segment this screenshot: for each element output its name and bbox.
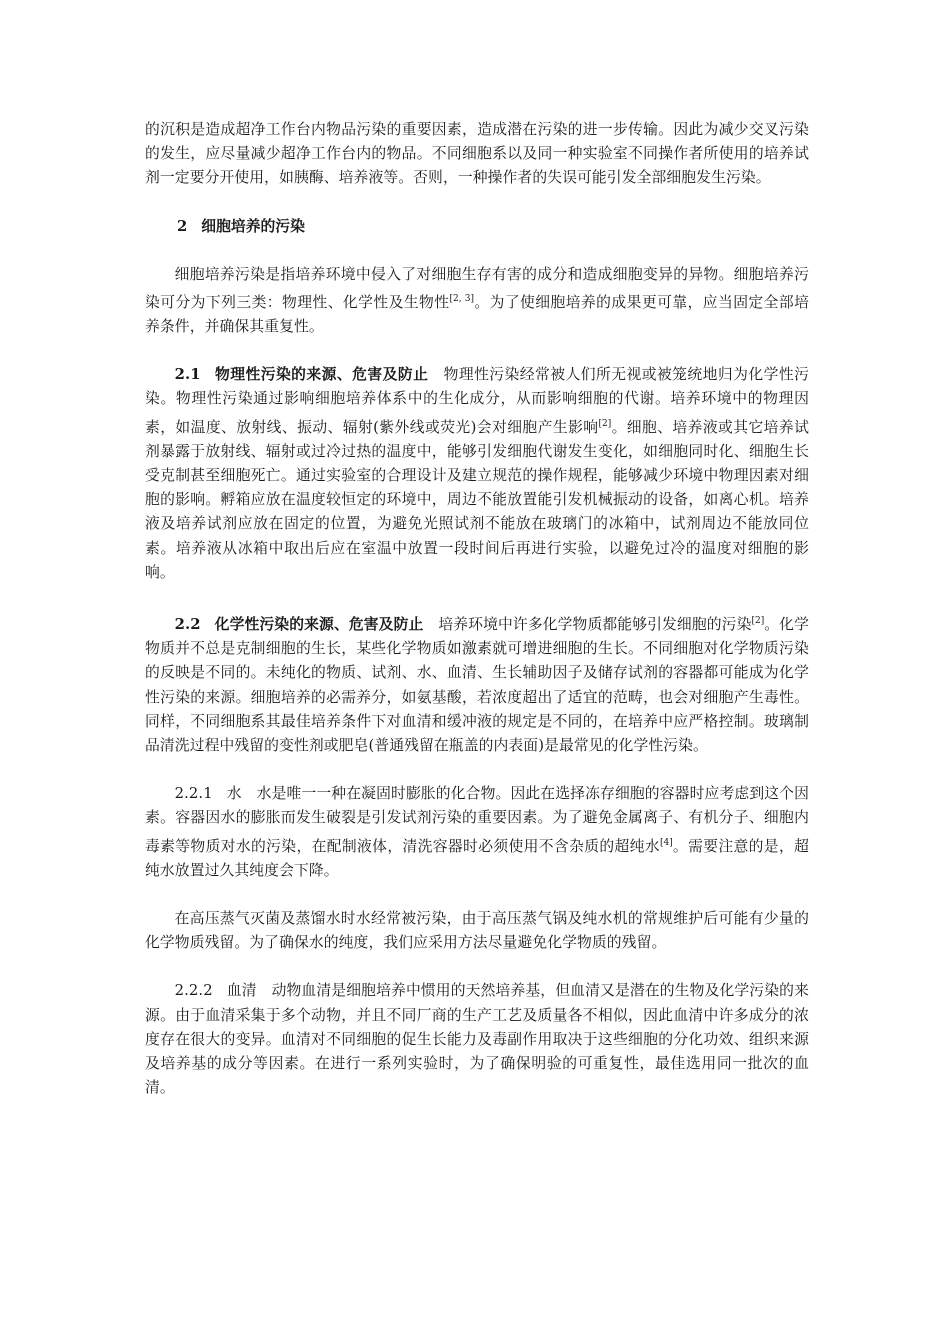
citation-ref: [2, 3] xyxy=(449,293,475,304)
subsection-title: 水 xyxy=(226,785,242,803)
subsection-heading-2-2-1 xyxy=(175,785,242,802)
paragraph-text: 水是唯一一种在凝固时膨胀的化合物。因此在选择冻存细胞的容器时应考虑到这个因素。容器因水的膨胀而发生破裂是引发试剂污染的重要因素。为了避免金属离子、有机分子、细胞内毒素等物质对水的污染，在配制液体，清洗容器时必须使用不含杂质的超纯水 xyxy=(145,785,809,855)
paragraph-text: 细胞培养污染是指培养环境中侵入了对细胞生存有害的成分和造成细胞变异的异物。细胞培养污染可分为下列三类：物理性、化学性及生物性 xyxy=(145,265,809,311)
subsection-number: 2.2.1 xyxy=(174,785,213,803)
paragraph-text: 。需要注意的是，超纯水放置过久其纯度会下降。 xyxy=(145,837,809,879)
paragraph-water-sterilization xyxy=(145,907,809,955)
paragraph-water xyxy=(145,782,809,883)
paragraph-text: 物理性污染经常被人们所无视或被笼统地归为化学性污染。物理性污染通过影响细胞培养体系中的生化成分，从而影响细胞的代谢。培养环境中的物理因素，如温度、放射线、振动、辐射(紫外线或荧光)会对细胞产生影响 xyxy=(145,366,809,436)
paragraph-physical-contamination xyxy=(145,363,809,585)
subsection-title: 物理性污染的来源、危害及防止 xyxy=(214,366,429,384)
subsection-number: 2.1 xyxy=(174,366,201,384)
subsection-heading-2-2 xyxy=(175,616,424,633)
section-number: 2 xyxy=(177,217,188,235)
paragraph-text: 。为了使细胞培养的成果更可靠，应当固定全部培养条件，并确保其重复性。 xyxy=(145,293,809,336)
citation-ref: [2] xyxy=(751,616,765,627)
citation-ref: [4] xyxy=(659,837,673,848)
paragraph-text: 在高压蒸气灭菌及蒸馏水时水经常被污染，由于高压蒸气锅及纯水机的常规维护后可能有少量的化学物质残留。为了确保水的纯度，我们应采用方法尽量避免化学物质的残留。 xyxy=(145,910,809,952)
paragraph-serum xyxy=(145,979,809,1100)
paragraph-contamination-definition xyxy=(145,263,809,340)
section-heading-2 xyxy=(145,215,809,239)
section-title: 细胞培养的污染 xyxy=(201,217,305,235)
subsection-heading-2-1 xyxy=(175,366,429,383)
citation-ref: [2] xyxy=(598,418,612,429)
document-body xyxy=(145,118,809,1101)
subsection-heading-2-2-2 xyxy=(175,982,257,999)
subsection-title: 化学性污染的来源、危害及防止 xyxy=(214,616,424,634)
paragraph-text: 。化学物质并不总是克制细胞的生长，某些化学物质如激素就可增进细胞的生长。不同细胞对化学物质污染的反映是不同的。未纯化的物质、试剂、水、血清、生长辅助因子及储存试剂的容器都可能成为化学性污染的来源。细胞培养的必需养分，如氨基酸，若浓度超出了适宜的范畴，也会对细胞产生毒性。同样，不同细胞系其最佳培养条件下对血清和缓冲液的规定是不同的，在培养中应严格控制。玻璃制品清洗过程中残留的变性剂或肥皂(普通残留在瓶盖的内表面)是最常见的化学性污染。 xyxy=(145,616,809,755)
subsection-title: 血清 xyxy=(226,982,257,1000)
subsection-number: 2.2.2 xyxy=(174,982,213,1000)
paragraph-text: 的沉积是造成超净工作台内物品污染的重要因素，造成潜在污染的进一步传输。因此为减少交叉污染的发生，应尽量减少超净工作台内的物品。不同细胞系以及同一种实验室不同操作者所使用的培养试剂一定要分开使用，如胰酶、培养液等。否则，一种操作者的失误可能引发全部细胞发生污染。 xyxy=(145,121,809,187)
paragraph-text: 动物血清是细胞培养中惯用的天然培养基，但血清又是潜在的生物及化学污染的来源。由于血清采集于多个动物，并且不同厂商的生产工艺及质量各不相似，因此血清中许多成分的浓度存在很大的变异。血清对不同细胞的促生长能力及毒副作用取决于这些细胞的分化功效、组织来源及培养基的成分等因素。在进行一系列实验时，为了确保明验的可重复性，最佳选用同一批次的血清。 xyxy=(145,982,809,1097)
subsection-number: 2.2 xyxy=(174,616,201,634)
paragraph-text: 。细胞、培养液或其它培养试剂暴露于放射线、辐射或过冷过热的温度中，能够引发细胞代谢发生变化，如细胞同时化、细胞生长受克制甚至细胞死亡。通过实验室的合理设计及建立规范的操作规程，能够减少环境中物理因素对细胞的影响。孵箱应放在温度较恒定的环境中，周边不能放置能引发机械振动的设备，如离心机。培养液及培养试剂应放在固定的位置，为避免光照试剂不能放在玻璃门的冰箱中，试剂周边不能放同位素。培养液从冰箱中取出后应在室温中放置一段时间后再进行实验，以避免过冷的温度对细胞的影响。 xyxy=(145,418,809,581)
paragraph-continuation xyxy=(145,118,809,191)
paragraph-text: 培养环境中许多化学物质都能够引发细胞的污染 xyxy=(438,616,752,634)
paragraph-chemical-contamination xyxy=(145,609,809,758)
